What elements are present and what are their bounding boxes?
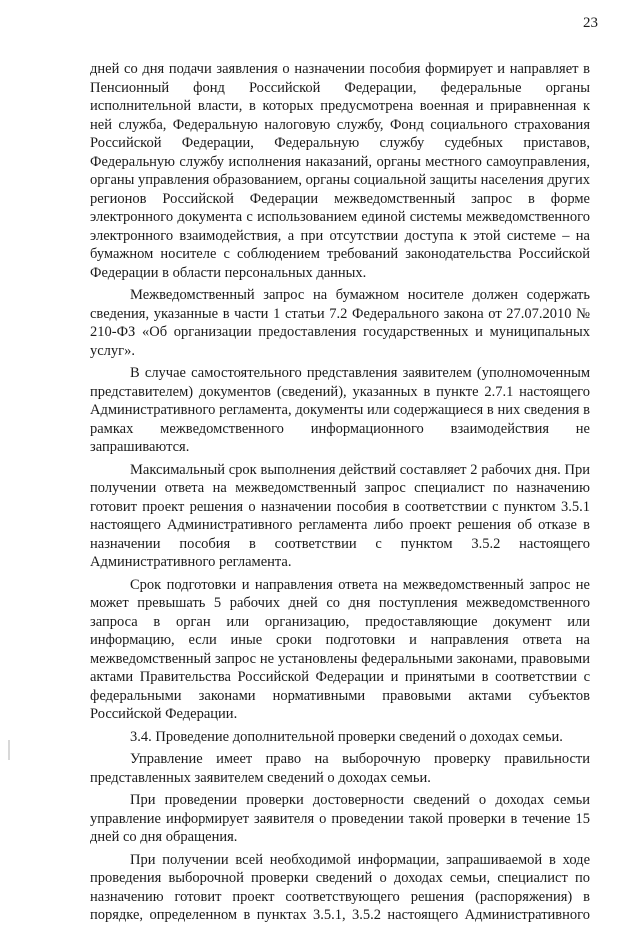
section-heading-3-4: 3.4. Проведение дополнительной проверки сведений о доходах семьи. — [130, 728, 563, 745]
paragraph-max-duration: Максимальный срок выполнения действий составляет 2 рабочих дня. При получении ответа на межведомственный запрос специалист по назначению готовит проект решения о назначении пособия в соответствии с пунктом 3.5.1 настоящего Административного регламента либо проект решения об отказе в назначении пособия в соответствии с пунктом 3.5.2 настоящего Административного регламента. — [90, 461, 590, 570]
scan-edge-mark — [8, 740, 10, 760]
paragraph-check-notification: При проведении проверки достоверности сведений о доходах семьи управление информирует заявителя о проведении такой проверки в течение 15 дней со дня обращения. — [90, 792, 590, 845]
paragraph-decision-preparation: При получении всей необходимой информации, запрашиваемой в ходе проведения выборочной проверки сведений о доходах семьи, специалист по назначению готовит проект соответствующего решения (распоряжения) в порядке, определенном в пунктах 3.5.1, 3.5.2 настоящего Административного — [90, 851, 590, 923]
paragraph-interagency-request-recipients: дней со дня подачи заявления о назначении пособия формирует и направляет в Пенсионный фонд Российской Федерации, федеральные органы исполнительной власти, в которых предусмотрена военная и приравненная к ней служба, Федеральную налоговую службу, Фонд социального страхования Российской Федерации, Федеральную службу судебных приставов, Федеральную службу исполнения наказаний, органы местного самоуправления, органы управления образованием, органы социальной защиты населения других регионов Российской Федерации межведомственный запрос в форме электронного документа с использованием единой системы межведомственного электронного взаимодействия, а при отсутствии доступа к этой системе – на бумажном носителе с соблюдением требований законодательства Российской Федерации в области персональных данных. — [90, 61, 590, 281]
paragraph-paper-request-contents: Межведомственный запрос на бумажном носителе должен содержать сведения, указанные в части 1 статьи 7.2 Федерального закона от 27.07.2010 № 210-ФЗ «Об организации предоставления государственных и муниципальных услуг». — [90, 287, 590, 359]
paragraph-selective-check-right: Управление имеет право на выборочную проверку правильности представленных заявителем сведений о доходах семьи. — [90, 751, 590, 786]
page-number: 23 — [583, 15, 598, 31]
paragraph-response-deadline: Срок подготовки и направления ответа на межведомственный запрос не может превышать 5 рабочих дней со дня поступления межведомственного запроса в орган или организацию, предоставляющие документ или информацию, если иные сроки подготовки и направления ответа на межведомственный запрос не установлены федеральными законами, правовыми актами Правительства Российской Федерации и принятыми в соответствии с федеральными законами нормативными правовыми актами субъектов Российской Федерации. — [90, 576, 590, 722]
document-body — [90, 60, 590, 929]
paragraph-self-submission: В случае самостоятельного представления заявителем (уполномоченным представителем) документов (сведений), указанных в пункте 2.7.1 настоящего Административного регламента, документы или содержащиеся в них сведения в рамках межведомственного информационного взаимодействия не запрашиваются. — [90, 365, 590, 455]
